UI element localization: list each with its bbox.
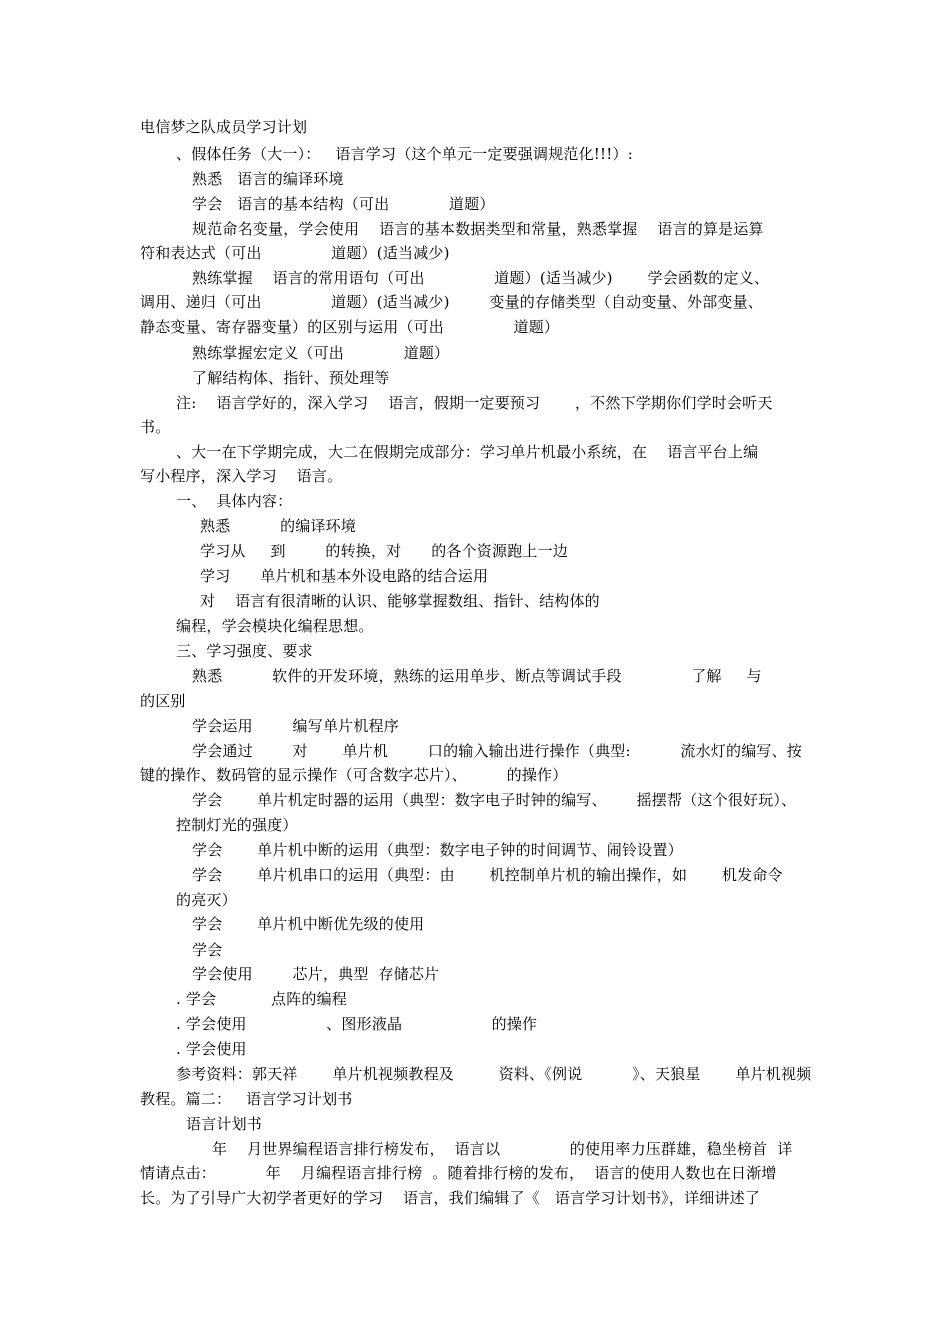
text-line: 参考资料：郭天祥 单片机视频教程及 资料、《例说 》、天狼星 单片机视频 (176, 1065, 812, 1083)
text-line: 的亮灭） (176, 891, 237, 909)
text-line: 学习 单片机和基本外设电路的结合运用 (200, 567, 489, 585)
text-line: 熟悉 语言的编译环境 (192, 170, 344, 188)
text-line: 学会 单片机串口的运用（典型：由 机控制单片机的输出操作，如 机发命令 (192, 866, 783, 884)
text-line: . 学会 点阵的编程 (176, 990, 347, 1008)
text-line: 写小程序，深入学习 语言。 (140, 467, 343, 485)
text-line: . 学会使用 (176, 1040, 247, 1058)
text-line: 调用、递归（可出 道题）(适当减少) 变量的存储类型（自动变量、外部变量、 (140, 293, 764, 311)
text-line: 的区别 (140, 692, 186, 710)
text-line: 、大一在下学期完成，大二在假期完成部分：学习单片机最小系统，在 语言平台上编 (176, 443, 759, 461)
text-line: 静态变量、寄存器变量）的区别与运用（可出 道题） (140, 318, 560, 336)
text-line: 对 语言有很清晰的认识、能够掌握数组、指针、结构体的 (200, 592, 600, 610)
text-line: 教程。篇二： 语言学习计划书 (140, 1090, 353, 1108)
text-line: 三、学习强度、要求 (176, 642, 313, 660)
text-line: 熟练掌握宏定义（可出 道题） (192, 344, 450, 362)
text-line: 学会 语言的基本结构（可出 道题） (192, 195, 495, 213)
text-line: 语言计划书 (186, 1115, 263, 1133)
text-line: 情请点击： 年 月编程语言排行榜 。随着排行榜的发布， 语言的使用人数也在日渐增 (140, 1164, 777, 1182)
text-line: 学会 (192, 941, 223, 959)
text-line: 学会 单片机中断优先级的使用 (192, 915, 425, 933)
text-line: 学会 单片机中断的运用（典型：数字电子钟的时间调节、闹铃设置） (192, 841, 683, 859)
text-line: 注: 语言学好的，深入学习 语言，假期一定要预习 ，不然下学期你们学时会听天 (176, 394, 773, 412)
text-line: 控制灯光的强度） (176, 816, 298, 834)
text-line: 、假体任务（大一）： 语言学习（这个单元一定要强调规范化!!!）: (176, 145, 633, 163)
text-line: 熟练掌握 语言的常用语句（可出 道题）(适当减少) 学会函数的定义、 (192, 269, 770, 287)
text-line: 规范命名变量，学会使用 语言的基本数据类型和常量，熟悉掌握 语言的算是运算 (192, 220, 764, 238)
text-line: 熟悉 的编译环境 (200, 517, 357, 535)
text-line: 符和表达式（可出 道题）(适当减少) (140, 244, 450, 262)
text-line: . 学会使用 、图形液晶 的操作 (176, 1015, 538, 1033)
text-line: 一、 具体内容： (176, 492, 293, 510)
text-line: 长。为了引导广大初学者更好的学习 语言，我们编辑了《 语言学习计划书》，详细讲述了 (140, 1189, 761, 1207)
text-line: 键的操作、数码管的显示操作（可含数字芯片）、 的操作） (140, 766, 568, 784)
text-line: 编程，学会模块化编程思想。 (176, 617, 374, 635)
text-line: 学会 单片机定时器的运用（典型：数字电子时钟的编写、 摇摆帮（这个很好玩）、 (192, 791, 797, 809)
text-line: 学会使用 芯片，典型 存储芯片 (192, 965, 440, 983)
text-line: 学习从 到 的转换，对 的各个资源跑上一边 (200, 542, 568, 560)
text-line: 学会通过 对 单片机 口的输入输出进行操作（典型: 流水灯的编写、按 (192, 742, 803, 760)
text-line: 熟悉 软件的开发环境，熟练的运用单步、断点等调试手段 了解 与 (192, 667, 762, 685)
text-line: 了解结构体、指针、预处理等 (192, 369, 390, 387)
page-title: 电信梦之队成员学习计划 (140, 118, 308, 136)
text-line: 学会运用 编写单片机程序 (192, 717, 399, 735)
text-line: 书。 (140, 418, 171, 436)
text-line: 年 月世界编程语言排行榜发布， 语言以 的使用率力压群雄，稳坐榜首 详 (212, 1140, 793, 1158)
